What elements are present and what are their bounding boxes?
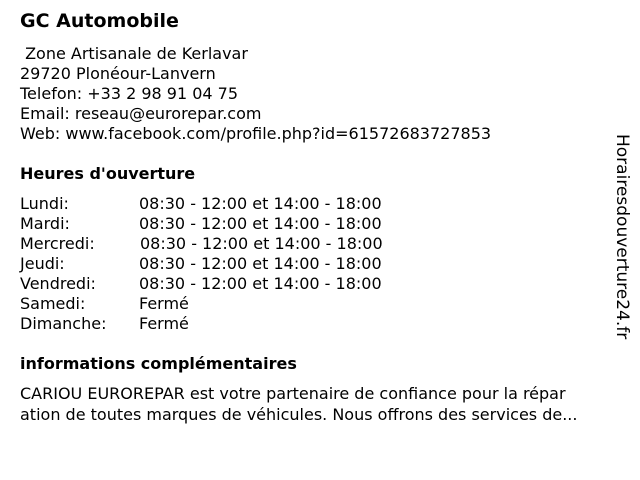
hours-row (20, 294, 440, 314)
time-value: 08:30 - 12:00 et 14:00 - 18:00 (139, 254, 382, 273)
business-name: GC Automobile (20, 10, 179, 32)
info-text (20, 383, 630, 425)
info-heading: informations complémentaires (20, 354, 297, 373)
email-line[interactable]: Email: reseau@eurorepar.com (20, 104, 262, 123)
watermark (612, 134, 632, 346)
info-line-2: ation de toutes marques de véhicules. Nous offrons des services de... (20, 405, 578, 424)
time-value: 08:30 - 12:00 et 14:00 - 18:00 (139, 214, 382, 233)
day-label: Vendredi: (20, 274, 96, 293)
time-value: Fermé (139, 294, 189, 313)
phone-line[interactable]: Telefon: +33 2 98 91 04 75 (20, 84, 239, 103)
day-label: Jeudi: (20, 254, 65, 273)
day-label: Mercredi: (20, 234, 95, 253)
time-value: Fermé (139, 314, 189, 333)
hours-row (20, 274, 440, 294)
hours-row (20, 194, 440, 214)
hours-heading: Heures d'ouverture (20, 164, 196, 183)
address-line-1: Zone Artisanale de Kerlavar (20, 44, 248, 63)
watermark-text: Horairesdouverture24.fr (612, 134, 632, 340)
contact-block (20, 44, 491, 144)
address-line-2: 29720 Plonéour-Lanvern (20, 64, 216, 83)
time-value: 08:30 - 12:00 et 14:00 - 18:00 (140, 234, 383, 253)
hours-table (20, 194, 440, 334)
day-label: Mardi: (20, 214, 70, 233)
day-label: Dimanche: (20, 314, 107, 333)
day-label: Lundi: (20, 194, 69, 213)
hours-row (20, 254, 440, 274)
day-label: Samedi: (20, 294, 86, 313)
hours-row (20, 234, 440, 254)
time-value: 08:30 - 12:00 et 14:00 - 18:00 (139, 194, 382, 213)
hours-row (20, 314, 440, 334)
web-line[interactable]: Web: www.facebook.com/profile.php?id=61572683727853 (20, 124, 492, 143)
info-line-1: CARIOU EUROREPAR est votre partenaire de confiance pour la répar (20, 384, 566, 403)
time-value: 08:30 - 12:00 et 14:00 - 18:00 (139, 274, 382, 293)
hours-row (20, 214, 440, 234)
